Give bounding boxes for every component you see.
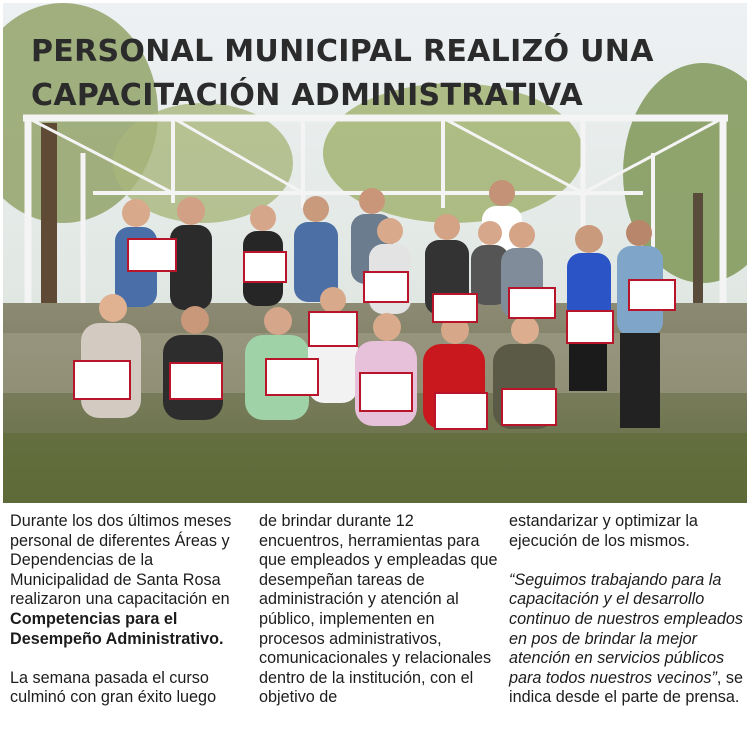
paragraph-text: Durante los dos últimos meses personal de diferentes Áreas y Dependencias de la Municipalidad de Santa Rosa realizaron una capacitación en (10, 512, 232, 609)
quote-attribution: , se indica desde el parte de prensa. (509, 668, 743, 707)
article-paragraph-2: La semana pasada el curso culminó con gran éxito luego (10, 668, 217, 707)
article-paragraph-end: estandarizar y optimizar la ejecución de los mismos. (509, 512, 698, 550)
quote-text: “Seguimos trabajando para la capacitación y el desarrollo continuo de nuestros empleados en pos de brindar la mejor atención en servicios públicos para todos nuestros vecinos” (509, 570, 743, 687)
headline-line-1: PERSONAL MUNICIPAL REALIZÓ UNA (31, 34, 654, 69)
headline (31, 30, 654, 118)
headline-line-2: CAPACITACIÓN ADMINISTRATIVA (31, 78, 584, 113)
article-column-1 (10, 512, 250, 708)
article-paragraph-1 (10, 512, 250, 649)
course-name: Competencias para el Desempeño Administrativo. (10, 609, 224, 648)
article-quote-paragraph (509, 571, 749, 708)
article-column-3 (509, 512, 749, 708)
article-paragraph-continued: de brindar durante 12 encuentros, herramientas para que empleados y empleadas que desempeñan tareas de administración y atención al público, implementen en procesos administrativos, comunicacionales y relacionales dentro de la institución, con el objetivo de (259, 512, 498, 707)
article-column-2 (259, 512, 499, 708)
